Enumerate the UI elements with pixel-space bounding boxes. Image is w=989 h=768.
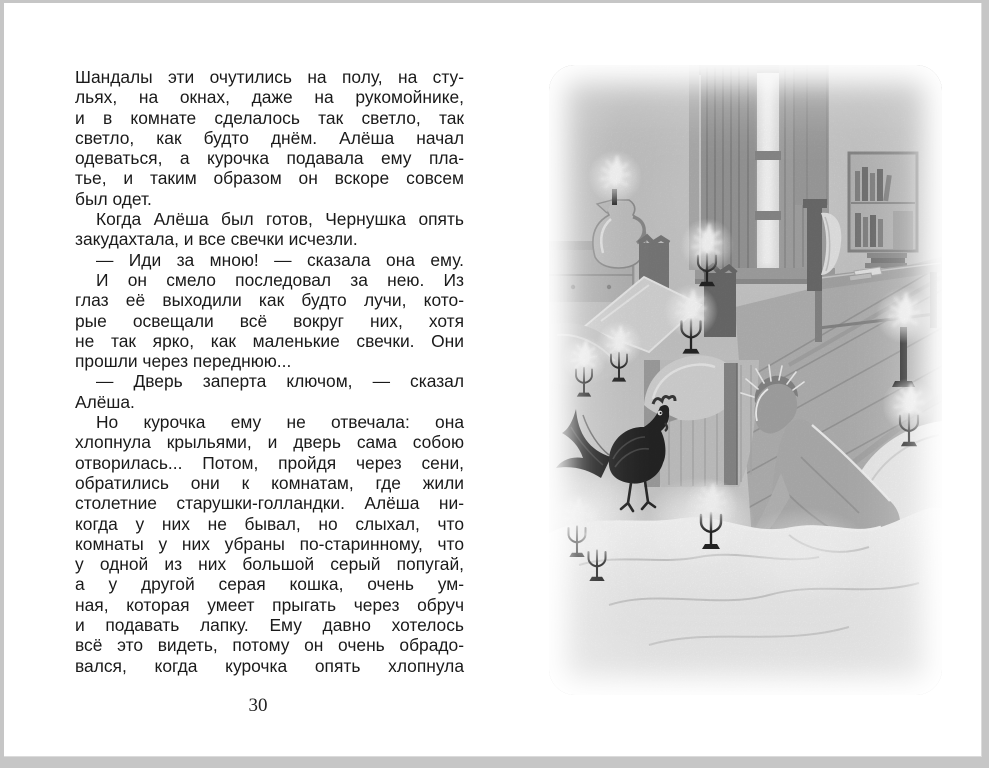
- text-line: вался, когда курочка опять хлопнула: [75, 655, 464, 676]
- text-line: Алёша.: [75, 391, 135, 412]
- text-line: всё это видеть, потому он очень обрадо-: [75, 635, 464, 656]
- text-line: был одет.: [75, 188, 152, 209]
- page-text: [75, 67, 464, 676]
- text-line: хлопнула крыльями, и дверь сама собою: [75, 432, 464, 453]
- text-line: ная, которая умеет прыгать через обруч: [75, 594, 464, 615]
- illustration-svg: [549, 65, 942, 695]
- text-line: у одной из них большой серый попугай,: [75, 554, 464, 575]
- text-line: не так ярко, как маленькие свечки. Они: [75, 330, 464, 351]
- text-line: тье, и таким образом он вскоре совсем: [75, 168, 464, 189]
- text-line: комнаты у них убраны по-старинному, что: [75, 533, 464, 554]
- text-line: а у другой серая кошка, очень ум-: [75, 574, 464, 595]
- text-line: Но курочка ему не отвечала: она: [96, 412, 464, 433]
- page-number: 30: [248, 695, 268, 716]
- text-line: глаз её выходили как будто лучи, кото-: [75, 290, 464, 311]
- text-line: Шандалы эти очутились на полу, на сту-: [75, 67, 464, 87]
- text-line: закудахтала, и все свечки исчезли.: [75, 229, 358, 250]
- text-line: И он смело последовал за нею. Из: [96, 269, 464, 290]
- text-line: когда у них не бывал, но слыхал, что: [75, 513, 464, 534]
- text-line: столетние старушки-голландки. Алёша ни-: [75, 493, 464, 514]
- book-spread-page: [4, 3, 982, 757]
- text-line: и в комнате сделалось так светло, так: [75, 107, 464, 128]
- illustration: [549, 65, 942, 695]
- text-line: Когда Алёша был готов, Чернушка опять: [96, 209, 464, 230]
- text-line: прошли через переднюю...: [75, 351, 292, 372]
- text-line: льях, на окнах, даже на рукомойнике,: [75, 87, 464, 108]
- text-line: — Иди за мною! — сказала она ему.: [96, 249, 464, 270]
- text-line: и подавать лапку. Ему давно хотелось: [75, 615, 464, 636]
- text-line: обратились они к комнатам, где жили: [75, 472, 464, 493]
- text-line: одеваться, а курочка подавала ему пла-: [75, 148, 464, 169]
- text-line: отворилась... Потом, пройдя через сени,: [75, 452, 464, 473]
- text-line: рые освещали всё вокруг них, хотя: [75, 310, 464, 331]
- text-line: светло, как будто днём. Алёша начал: [75, 127, 464, 148]
- text-line: — Дверь заперта ключом, — сказал: [96, 371, 464, 392]
